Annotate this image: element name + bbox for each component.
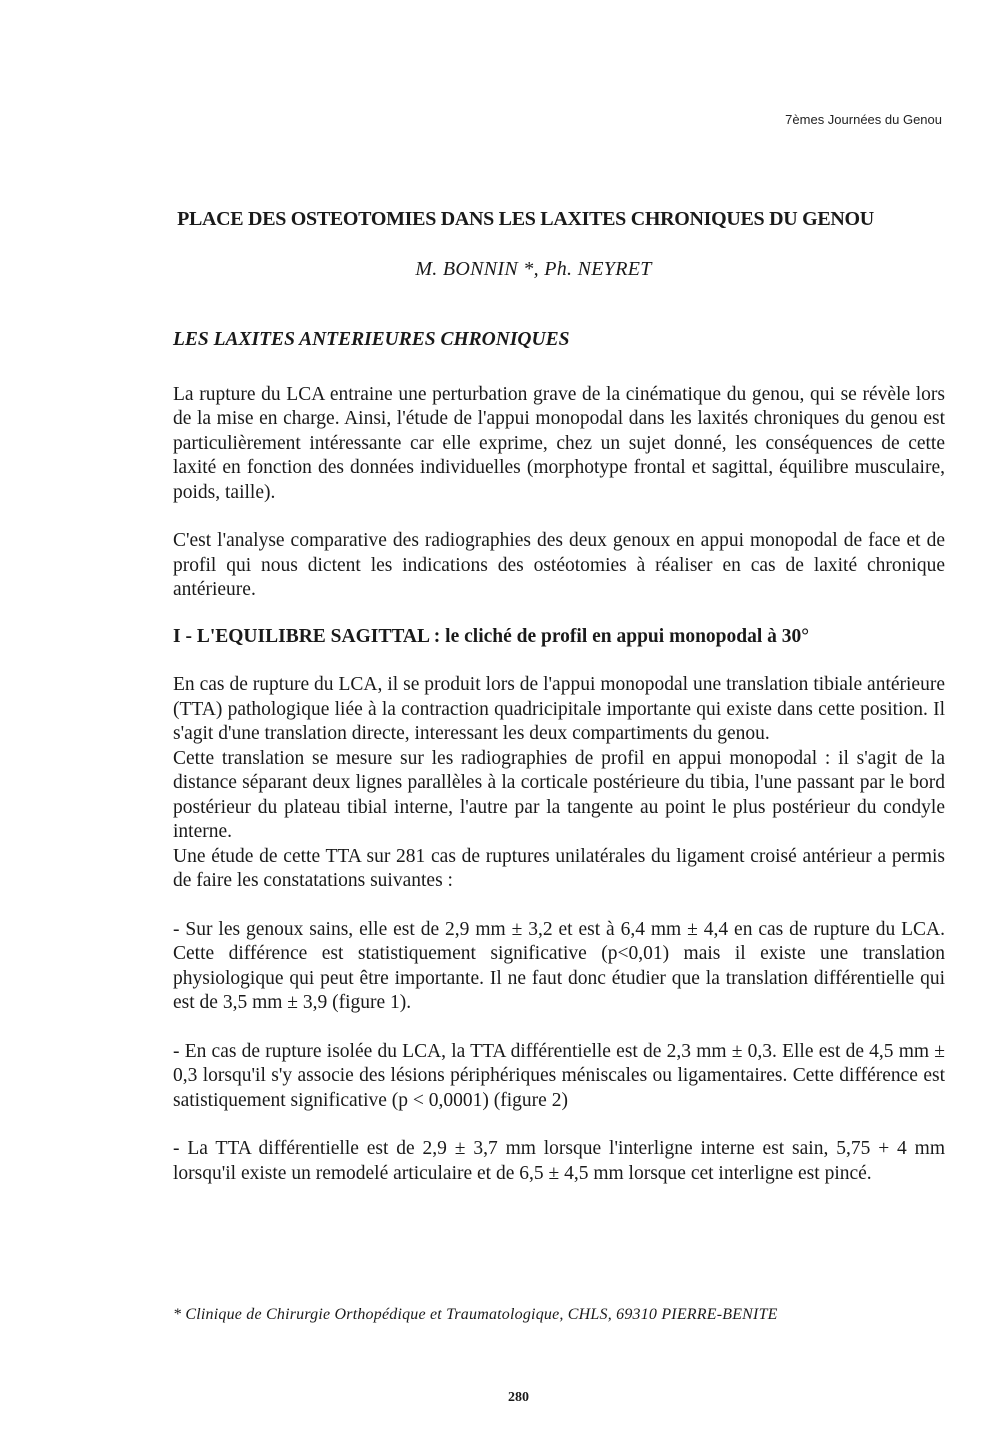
article-title: PLACE DES OSTEOTOMIES DANS LES LAXITES CHRONIQUES DU GENOU	[177, 208, 874, 230]
article-body	[173, 328, 945, 1186]
paragraph: Une étude de cette TTA sur 281 cas de ruptures unilatérales du ligament croisé antérieur a permis de faire les constatations suivantes :	[173, 845, 945, 891]
paragraph: En cas de rupture du LCA, il se produit lors de l'appui monopodal une translation tibiale antérieure (TTA) pathologique liée à la contraction quadricipitale importante qui existe dans cette position. Il s'agit d'une translation directe, interessant les deux compartiments du genou.	[173, 674, 945, 744]
subsection-heading: I - L'EQUILIBRE SAGITTAL : le cliché de profil en appui monopodal à 30°	[173, 625, 810, 647]
paragraph: Cette translation se mesure sur les radiographies de profil en appui monopodal : il s'agit de la distance séparant deux lignes parallèles à la corticale postérieure du tibia, l'une passant par le bord postérieur du plateau tibial interne, l'autre par la tangente au point le plus postérieur du condyle interne.	[173, 747, 945, 842]
list-item: - Sur les genoux sains, elle est de 2,9 mm ± 3,2 et est à 6,4 mm ± 4,4 en cas de rupture du LCA. Cette différence est statistiquement significative (p<0,01) mais il existe une translation physiologique qui peut être importante. Il ne faut donc étudier que la translation différentielle qui est de 3,5 mm ± 3,9 (figure 1).	[173, 918, 945, 1013]
list-item: - En cas de rupture isolée du LCA, la TTA différentielle est de 2,3 mm ± 0,3. Elle est de 4,5 mm ± 0,3 lorsqu'il s'y associe des lésions périphériques méniscales ou ligamentaires. Cette différence est satistiquement significative (p < 0,0001) (figure 2)	[173, 1040, 945, 1111]
running-header: 7èmes Journées du Genou	[785, 112, 942, 127]
paragraph: C'est l'analyse comparative des radiographies des deux genoux en appui monopodal de face et de profil qui nous dictent les indications des ostéotomies à réaliser en cas de laxité chronique antérieure.	[173, 530, 945, 600]
page-number: 280	[508, 1390, 529, 1405]
paragraph: La rupture du LCA entraine une perturbation grave de la cinématique du genou, qui se révèle lors de la mise en charge. Ainsi, l'étude de l'appui monopodal dans les laxités chroniques du genou est particulièrement intéressante car elle exprime, chez un sujet donné, les conséquences de cette laxité en fonction des données individuelles (morphotype frontal et sagittal, équilibre musculaire, poids, taille).	[173, 383, 945, 503]
article-authors: M. BONNIN *, Ph. NEYRET	[415, 258, 652, 280]
footnote: * Clinique de Chirurgie Orthopédique et Traumatologique, CHLS, 69310 PIERRE-BENITE	[173, 1306, 778, 1323]
section-heading: LES LAXITES ANTERIEURES CHRONIQUES	[173, 329, 570, 350]
list-item: - La TTA différentielle est de 2,9 ± 3,7 mm lorsque l'interligne interne est sain, 5,75 + 4 mm lorsqu'il existe un remodelé articulaire et de 6,5 ± 4,5 mm lorsque cet interligne est pincé.	[173, 1138, 945, 1184]
